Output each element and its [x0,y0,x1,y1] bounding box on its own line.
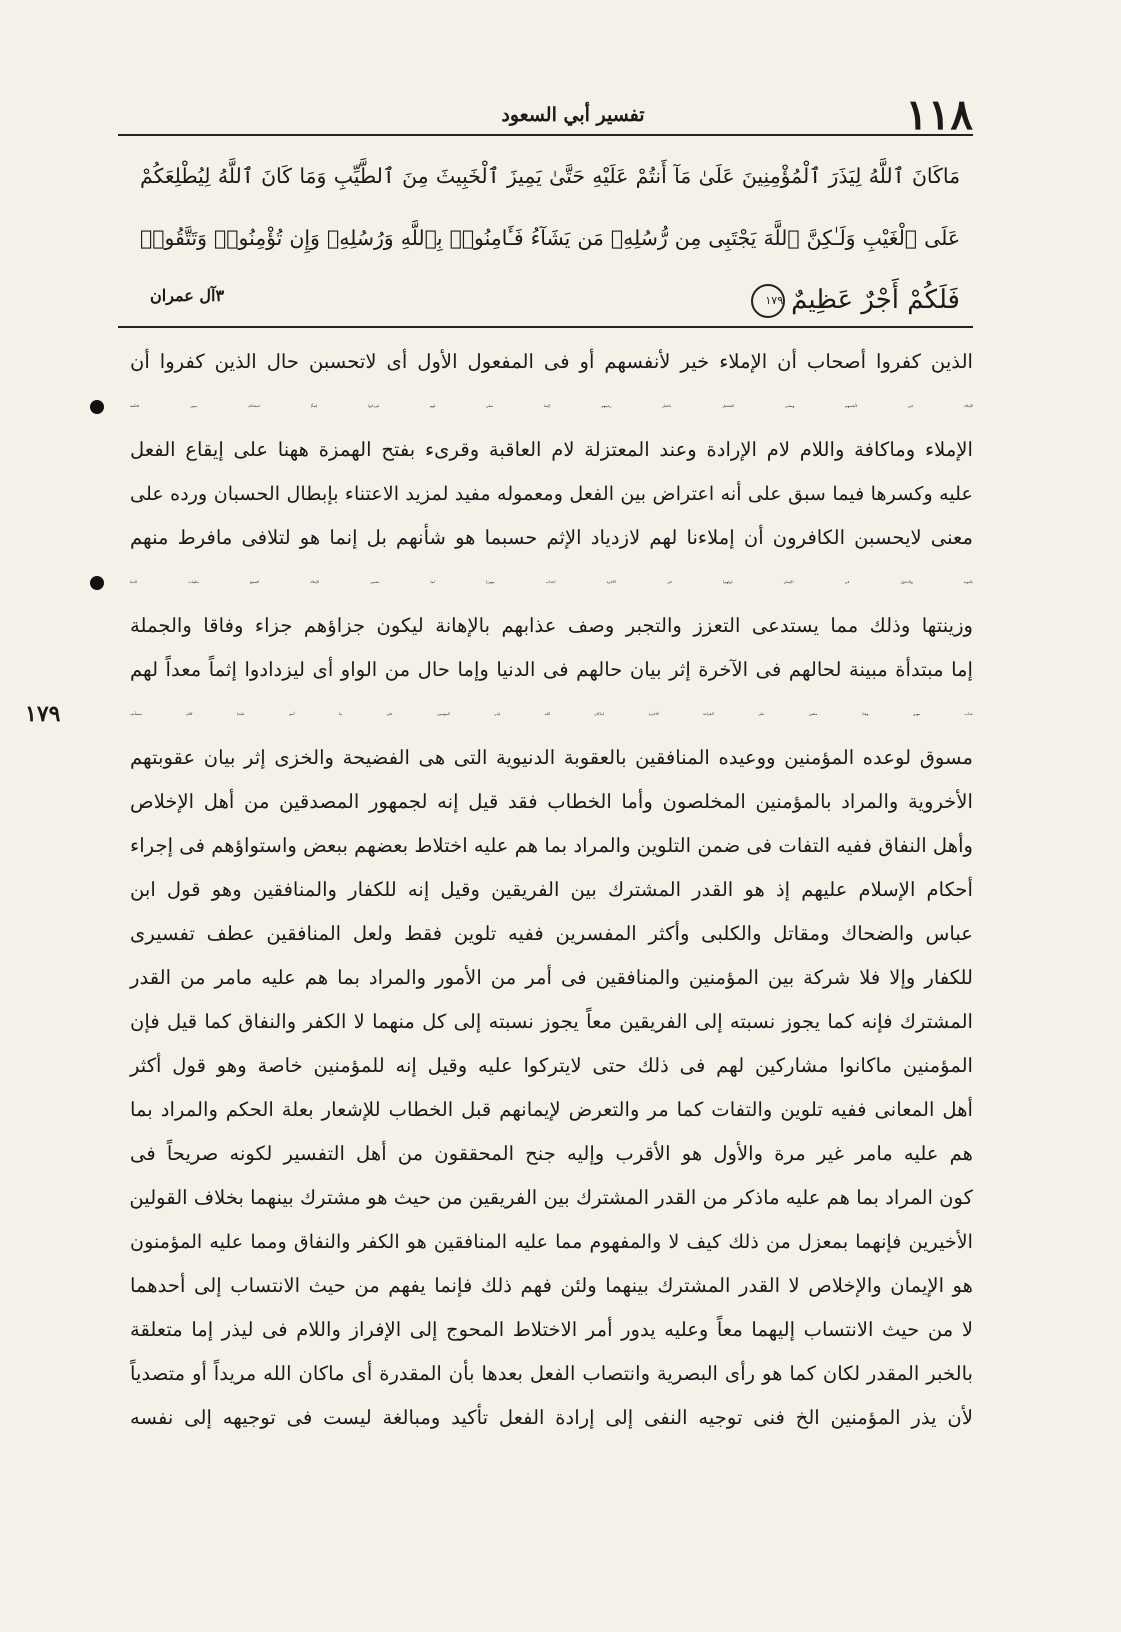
commentary-line [130,912,973,956]
commentary-line-text: كون المراد بما هم عليه ماذكر من القدر المشترك بين الفريقين من حيث هو مشترك بينهما بخلاف القولين [129,1186,973,1209]
commentary-line-text: لأن يذر المؤمنين الخ فنى توجيه النفى إلى إرادة الفعل تأكيد ومبالغة ليست فى توجيهه إلى نفسه [130,1406,973,1429]
commentary-line-text: بالخبر المقدر لكان كما هو رأى البصرية وانتصاب الفعل بعدها بأن المقدرة أى ماكان الله مريداً أو متصدياً [130,1362,973,1385]
commentary-line [130,560,973,604]
commentary-line-text: المشترك فإنه كما يجوز نسبته إلى الفريقين معاً يجوز نسبته إلى كل منهما لا الكفر والنفاق كما قيل فإن [130,1010,973,1033]
commentary-line [130,516,973,560]
commentary-line-text: الأخيرين فإنهما بمعزل من ذلك كيف لا والمفهوم مما عليه المنافقين هو الكفر والنفاق ومما عليه المؤمنون [130,1230,973,1253]
commentary-line [130,1176,973,1220]
verse-end-marker: ١٧٩ [751,284,785,318]
commentary-line [130,604,973,648]
commentary-line-text: لا من حيث الانتساب إليهما معاً وعليه يدور أمر الاختلاط المحوج إلى الإفراز واللام فى ليذر إما متعلقة [130,1318,973,1341]
commentary-line [130,1264,973,1308]
commentary-line [130,1088,973,1132]
commentary-text [25,340,973,1440]
commentary-line-text: هو الإيمان والإخلاص لا القدر المشترك بينهما ولئن فهم ذلك فإنما يفهم من حيث الانتساب إلى أحدهما [130,1274,973,1297]
verse-line: مَاكَانَ ٱللَّهُ لِيَذَرَ ٱلْمُؤْمِنِينَ عَلَىٰ مَآ أَنتُمْ عَلَيْهِ حَتَّىٰ يَمِيزَ ٱلْخَبِيثَ مِنَ ٱلطَّيِّبِ وَمَا كَانَ ٱللَّهُ لِيُطْلِعَكُمْ [140,164,960,188]
commentary-line-text: الإملاء خير لأنفسهم ومعنى التفضيل باعتبار زعمهم (إنما نملى لهم ليزدادوا إثماً) استئناف مبين لحكمة [130,404,973,408]
commentary-line-text: وزينتها وذلك مما يستدعى التعزز والتجبر وصف عذابهم بالإهانة ليكون جزاؤهم جزاء وفاقا والجملة [130,614,973,637]
surah-reference: ٣آل عمران [150,286,225,305]
commentary-line [130,956,973,1000]
commentary-line-text: الذين كفروا أصحاب أن الإملاء خير لأنفسهم أو فى المفعول الأول أى لاتحسبن حال الذين كفروا أن [130,350,973,373]
commentary-line-text: عليه وكسرها فيما سبق على أنه اعتراض بين الفعل ومعموله مفيد لمزيد الاعتناء بإبطال الحسبان ورده على [130,482,973,505]
commentary-line [130,1044,973,1088]
commentary-line-text: معنى لايحسبن الكافرون أن إملاءنا لهم لازدياد الإثم حسبما هو شأنهم بل إنما هو لتلافى مافرط منهم [130,526,973,549]
commentary-line-text: مسوق لوعده المؤمنين ووعيده المنافقين بالعقوبة الدنيوية التى هى الفضيحة والخزى إثر بيان عقوبتهم [130,746,973,769]
commentary-line-text: وأهل النفاق ففيه التفات فى ضمن التلوين والمراد بما هم عليه اختلاط بعضهم ببعض واستواؤهم فى إجراء [130,834,973,857]
quran-verse-block [140,145,960,331]
commentary-line-text: المؤمنين ماكانوا مشاركين لهم فى ذلك حتى لايتركوا عليه وقيل إنه للمؤمنين خاصة وهو قول أكثر [130,1054,973,1077]
page-header [118,90,973,139]
commentary-line [130,736,973,780]
commentary-line-text: بالتوبة والدخول فى الإيمان (ولهم) فى الآخرة (عذاب مهين) لما تضمن الإملاء التمتيع بطيبات الدنيا [130,580,973,584]
commentary-line [130,428,973,472]
commentary-line [130,868,973,912]
commentary-line [130,340,973,384]
commentary-line-text: إما مبتدأة مبينة لحالهم فى الآخرة إثر بيان حالهم فى الدنيا وإما حال من الواو أى ليزدادوا إثماً معداً لهم [130,658,973,681]
header-rule [118,134,973,136]
running-title: تفسير أبي السعود [501,104,645,126]
bullet-marker [90,400,104,414]
margin-verse-number: ١٧٩ [25,701,61,727]
commentary-line-text: الأخروية والمراد بالمؤمنين المخلصون وأما الخطاب فقد قيل إنه لجمهور المصدقين من أهل الإخلاص [130,790,973,813]
commentary-line [130,1352,973,1396]
commentary-line [130,1132,973,1176]
commentary-line [130,1308,973,1352]
commentary-line [130,648,973,692]
commentary-line [130,1000,973,1044]
commentary-line [130,1220,973,1264]
commentary-line [130,472,973,516]
commentary-line-text: أحكام الإسلام عليهم إذ هو القدر المشترك بين الفريقين وقيل إنه للكفار والمنافقين وهو قول ابن [130,878,973,901]
verse-line: عَلَى ٱلْغَيْبِ وَلَـٰكِنَّ ٱللَّهَ يَجْتَبِى مِن رُّسُلِهِۦ مَن يَشَآءُ فَـَٔامِنُوا۟ بِٱللَّهِ وَرُسُلِهِۦ وَإِن تُؤْمِنُوا۟ وَتَتَّقُوا۟ [140,226,960,250]
commentary-line-text: عذاب مهين وهذا متعين على القراءة الأخيرة (ماكان الله ليذر المؤمنين على ما أنتم عليه) كلام مستأنف [130,712,973,716]
verse-line [140,269,960,331]
commentary-line [130,824,973,868]
page-number: ١١٨ [905,90,973,139]
commentary-line [130,1396,973,1440]
verse-separator-rule [118,326,973,328]
commentary-line [130,384,973,428]
commentary-line-text: عباس والضحاك ومقاتل والكلبى وأكثر المفسرين ففيه تلوين فقط ولعل المنافقين عطف تفسيرى [130,922,973,945]
bullet-marker [90,576,104,590]
commentary-line [25,692,973,736]
commentary-line-text: للكفار وإلا فلا شركة بين المؤمنين والمنافقين فى أمر من الأمور والمراد بما هم عليه مامر من القدر [130,966,973,989]
commentary-line-text: أهل المعانى ففيه تلوين والتفات كما مر والتعرض لإيمانهم قبل الخطاب للإشعار بعلة الحكم والمراد بما [130,1098,973,1121]
commentary-line [130,780,973,824]
commentary-line-text: الإملاء وماكافة واللام لام الإرادة وعند المعتزلة لام العاقبة وقرىء بفتح الهمزة ههنا على إيقاع الفعل [130,438,973,461]
verse-line-text: فَلَكُمْ أَجْرٌ عَظِيمٌ [791,285,960,315]
commentary-line-text: هم عليه مامر غير مرة والأول هو الأقرب وإليه جنح المحققون من أهل التفسير لكونه صريحاً فى [130,1142,973,1165]
